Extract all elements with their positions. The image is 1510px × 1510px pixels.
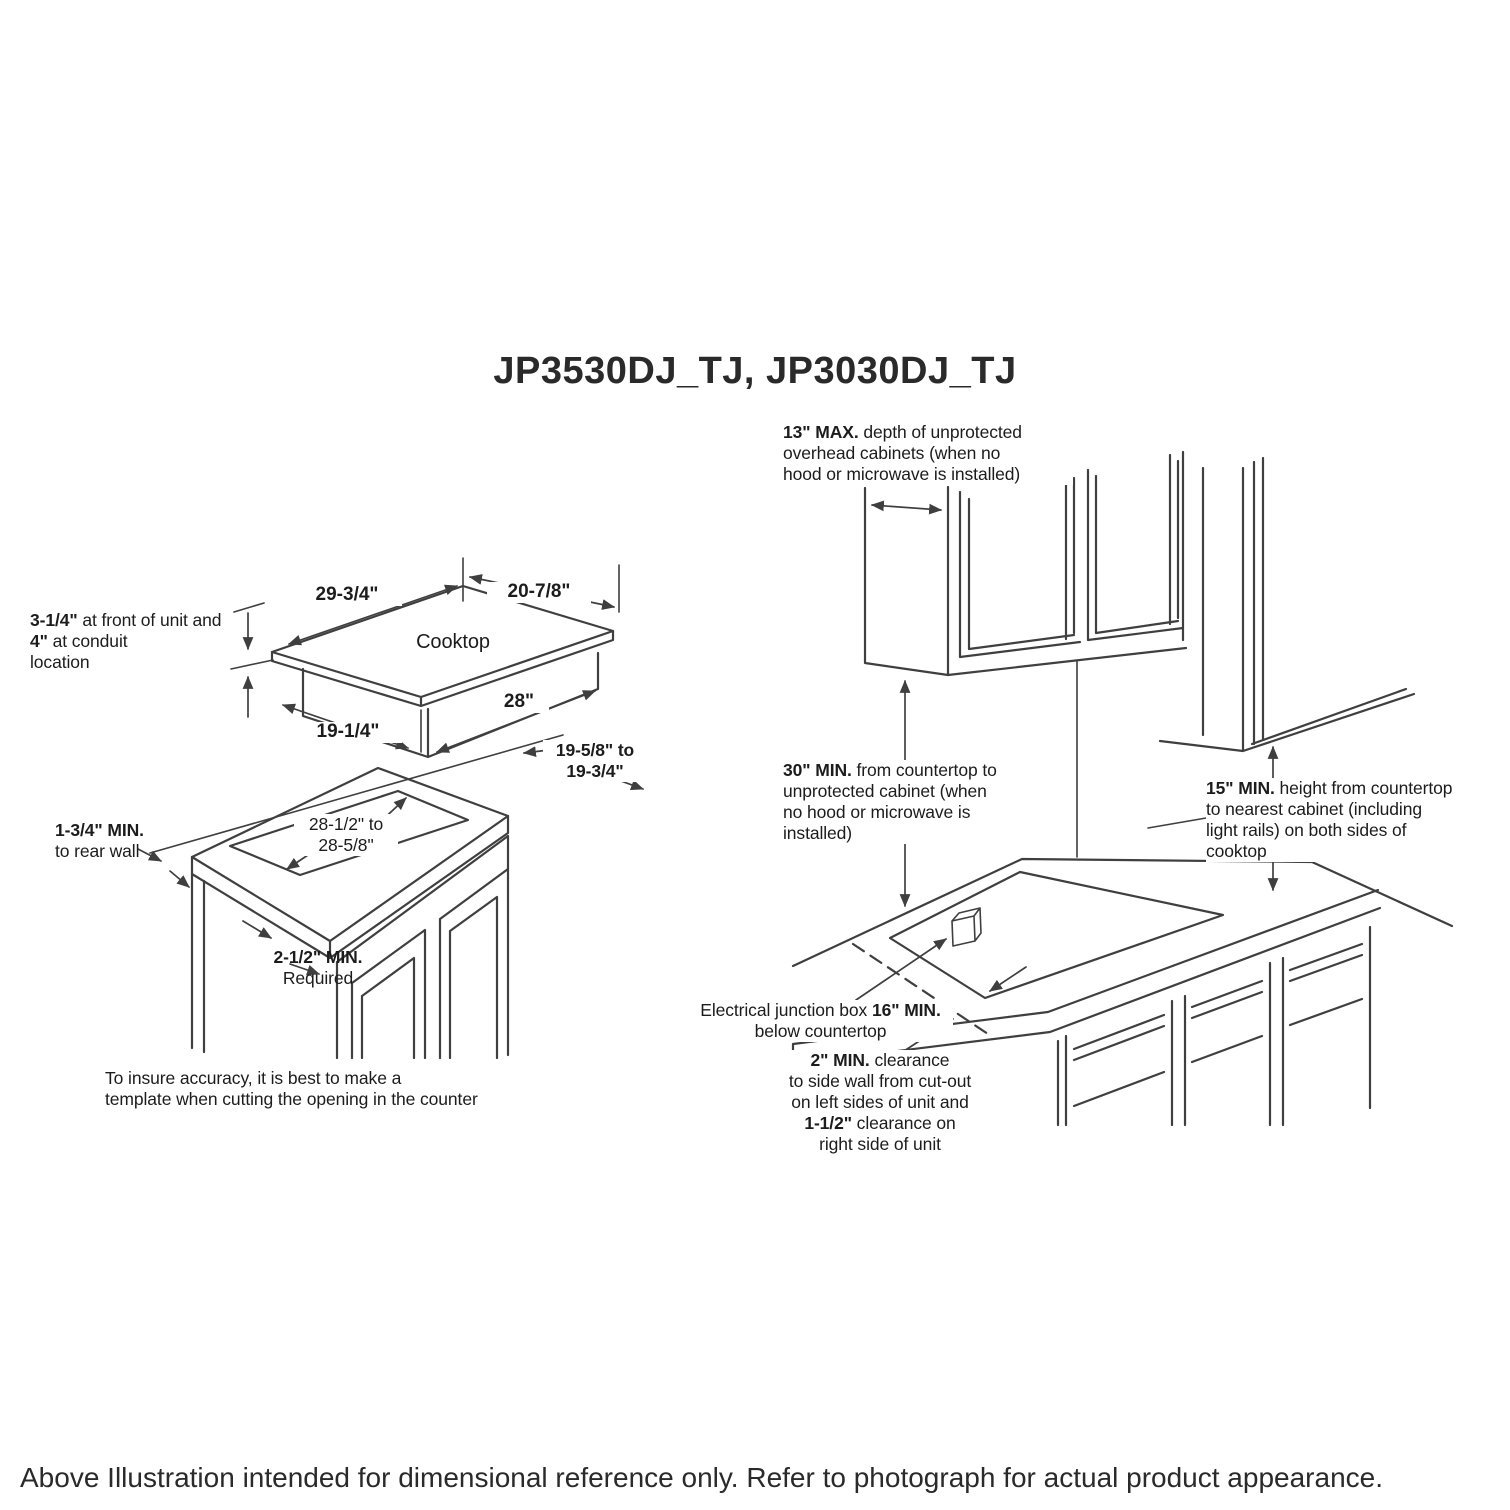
cooktop-label: Cooktop	[416, 631, 490, 653]
countertop-cutout	[890, 872, 1223, 998]
side-cabinet-height-note: 15" MIN. height from countertop to nearest cabinet (including light rails) on both sides of cooktop	[1206, 778, 1510, 862]
cooktop-height-note: 3-1/4" at front of unit and 4" at conduit location	[30, 610, 222, 672]
disclaimer-text: Above Illustration intended for dimensional reference only. Refer to photograph for actual product appearance.	[20, 1462, 1383, 1493]
junction-box-note: Electrical junction box 16" MIN. below countertop	[688, 1000, 953, 1042]
template-note: To insure accuracy, it is best to make a template when cutting the opening in the counter	[105, 1068, 478, 1109]
cabinet-door-2	[1088, 452, 1183, 640]
overhead-depth-note: 13" MAX. depth of unprotected overhead cabinets (when no hood or microwave is installed)	[783, 422, 1073, 485]
counter-drawing	[138, 735, 643, 1058]
countertop-to-cabinet-note: 30" MIN. from countertop to unprotected cabinet (when no hood or microwave is installed)	[783, 760, 1028, 844]
dim-29-3-4: 29-3/4"	[292, 585, 402, 606]
cutout-width-dim: 28-1/2" to 28-5/8"	[294, 814, 398, 856]
cutout-depth-dim: 19-5/8" to 19-3/4"	[543, 740, 647, 782]
dim-20-7-8: 20-7/8"	[487, 582, 591, 603]
front-clearance-note: 2-1/2" MIN. Required	[273, 947, 363, 988]
cabinet-side-panel	[865, 487, 948, 675]
side-cabinet-right	[1160, 458, 1414, 751]
side-wall-clearance-note: 2" MIN. clearance to side wall from cut-out on left sides of unit and 1-1/2" clearance on right side of unit	[765, 1050, 995, 1155]
page-title: JP3530DJ_TJ, JP3030DJ_TJ	[493, 350, 1017, 392]
dim-19-1-4: 19-1/4"	[294, 722, 402, 743]
dim-28: 28"	[489, 692, 549, 713]
junction-box	[952, 908, 981, 946]
rear-wall-clearance-note: 1-3/4" MIN. to rear wall	[55, 820, 144, 861]
cabinet-door-1	[960, 473, 1080, 657]
